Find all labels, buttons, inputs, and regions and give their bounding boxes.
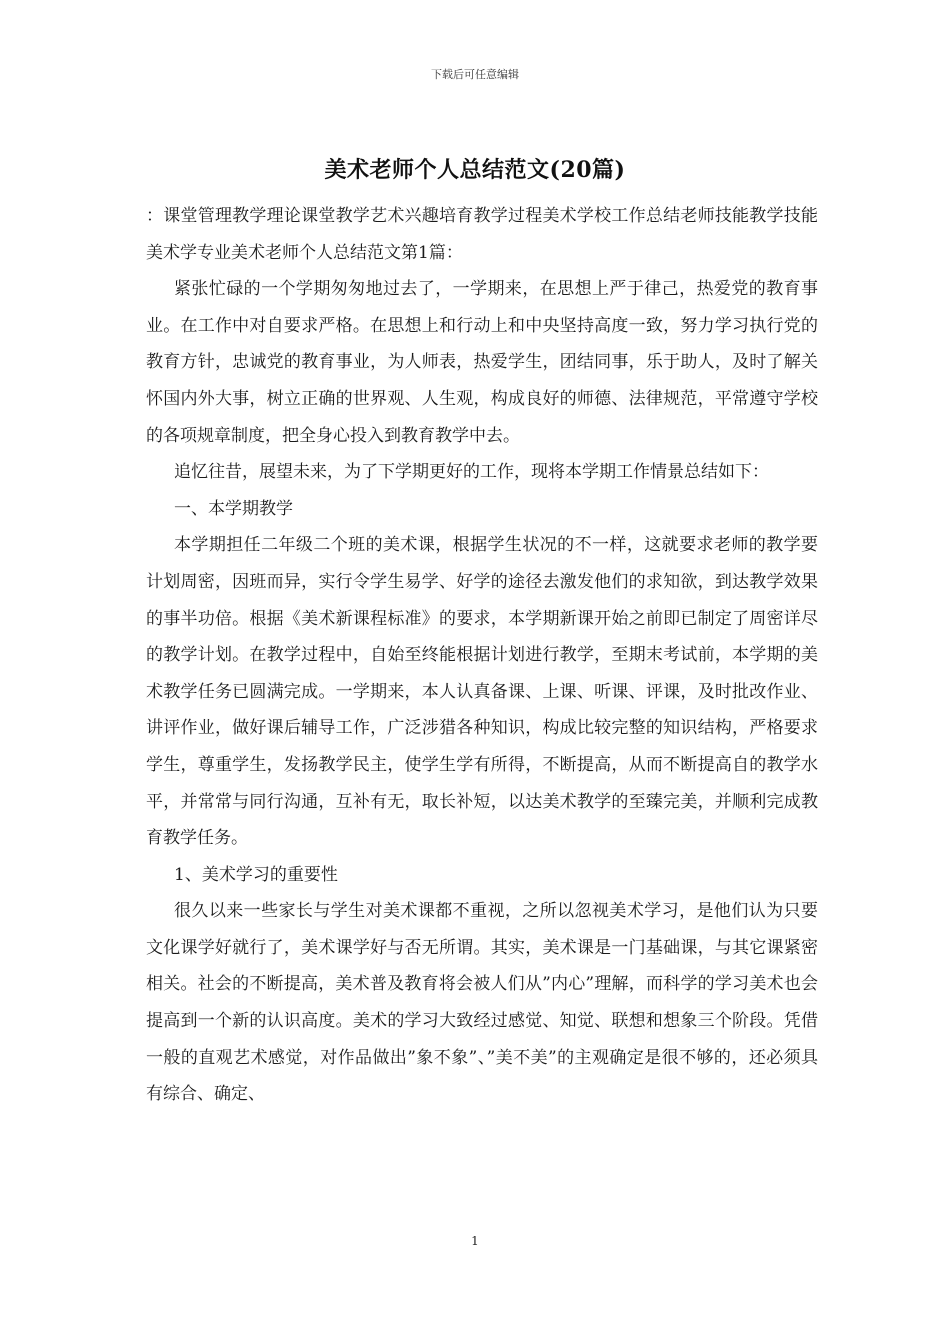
- body-paragraph: ：课堂管理教学理论课堂教学艺术兴趣培育教学过程美术学校工作总结老师技能教学技能美术学专业美术老师个人总结范文第1篇：: [146, 206, 818, 263]
- section-heading: 一、本学期教学: [174, 498, 293, 519]
- page-header-note: 下载后可任意编辑: [431, 68, 519, 81]
- body-paragraph: 很久以来一些家长与学生对美术课都不重视，之所以忽视美术学习，是他们认为只要文化课学好就行了，美术课学好与否无所谓。其实，美术课是一门基础课，与其它课紧密相关。社会的不断提高，美术普及教育将会被人们从”内心”理解，而科学的学习美术也会提高到一个新的认识高度。美术的学习大致经过感觉、知觉、联想和想象三个阶段。凭借一般的直观艺术感觉，对作品做出”象不象”、”美不美”的主观确定是很不够的，还必须具有综合、确定、: [146, 901, 818, 1105]
- body-paragraph: 紧张忙碌的一个学期匆匆地过去了，一学期来，在思想上严于律己，热爱党的教育事业。在工作中对自要求严格。在思想上和行动上和中央坚持高度一致，努力学习执行党的教育方针，忠诚党的教育事业，为人师表，热爱学生，团结同事，乐于助人，及时了解关怀国内外大事，树立正确的世界观、人生观，构成良好的师德、法律规范，平常遵守学校的各项规章制度，把全身心投入到教育教学中去。: [146, 279, 818, 446]
- page-number: 1: [471, 1234, 479, 1248]
- body-paragraph: 追忆往昔，展望未来，为了下学期更好的工作，现将本学期工作情景总结如下：: [174, 462, 769, 483]
- subsection-heading: 1、美术学习的重要性: [174, 864, 338, 885]
- body-paragraph: 本学期担任二年级二个班的美术课，根据学生状况的不一样，这就要求老师的教学要计划周密，因班而异，实行令学生易学、好学的途径去激发他们的求知欲，到达教学效果的事半功倍。根据《美术新课程标准》的要求，本学期新课开始之前即已制定了周密详尽的教学计划。在教学过程中，自始至终能根据计划进行教学，至期末考试前，本学期的美术教学任务已圆满完成。一学期来，本人认真备课、上课、听课、评课，及时批改作业、讲评作业，做好课后辅导工作，广泛涉猎各种知识，构成比较完整的知识结构，严格要求学生，尊重学生，发扬教学民主，使学生学有所得，不断提高，从而不断提高自的教学水平，并常常与同行沟通，互补有无，取长补短，以达美术教学的至臻完美，并顺利完成教育教学任务。: [146, 535, 818, 849]
- document-body: [146, 198, 818, 1113]
- document-title: 美术老师个人总结范文(20篇): [324, 157, 626, 183]
